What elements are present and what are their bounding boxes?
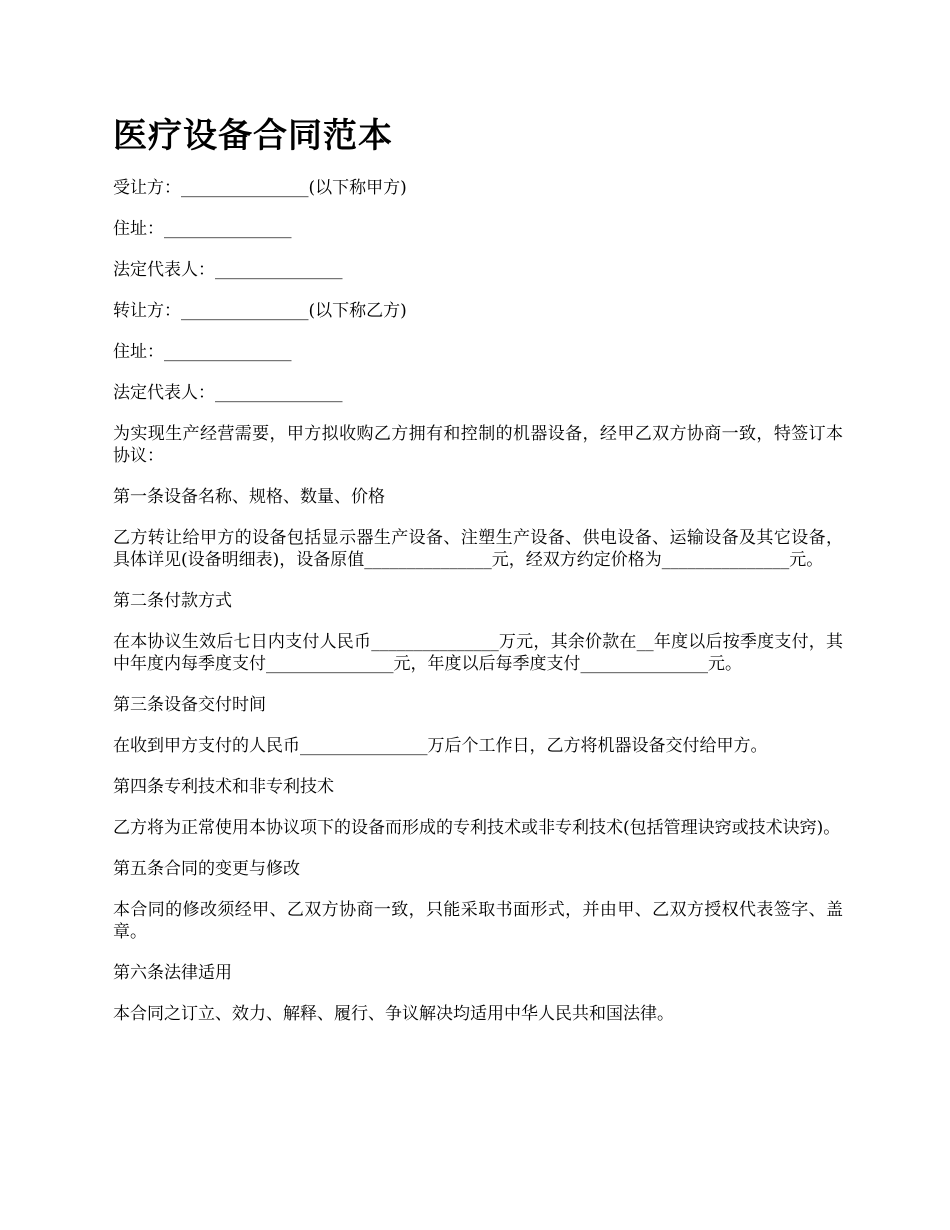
article-4-body: 乙方将为正常使用本协议项下的设备而形成的专利技术或非专利技术(包括管理诀窍或技术诀窍)。 <box>113 818 841 838</box>
article-2-heading: 第二条付款方式 <box>113 591 232 611</box>
article-3-heading: 第三条设备交付时间 <box>113 695 266 715</box>
preamble-paragraph: 为实现生产经营需要，甲方拟收购乙方拥有和控制的机器设备，经甲乙双方协商一致，特签订本协议： <box>113 424 843 466</box>
article-3-body: 在收到甲方支付的人民币_______________万后个工作日，乙方将机器设备交付给甲方。 <box>113 736 768 756</box>
party-b-name-line: 转让方：_______________(以下称乙方) <box>113 301 407 321</box>
article-4-heading: 第四条专利技术和非专利技术 <box>113 777 334 797</box>
article-6-heading: 第六条法律适用 <box>113 963 232 983</box>
party-a-representative-line: 法定代表人：_______________ <box>113 260 343 280</box>
document-page <box>113 112 843 1044</box>
party-a-address-line: 住址：_______________ <box>113 219 292 239</box>
party-b-address-line: 住址：_______________ <box>113 342 292 362</box>
party-b-representative-line: 法定代表人：_______________ <box>113 383 343 403</box>
party-a-name-line: 受让方：_______________(以下称甲方) <box>113 178 407 198</box>
article-1-body: 乙方转让给甲方的设备包括显示器生产设备、注塑生产设备、供电设备、运输设备及其它设备，具体详见(设备明细表)，设备原值_______________元，经双方约定价格为_______________元。 <box>113 528 843 570</box>
article-6-body: 本合同之订立、效力、解释、履行、争议解决均适用中华人民共和国法律。 <box>113 1004 674 1024</box>
article-5-body: 本合同的修改须经甲、乙双方协商一致，只能采取书面形式，并由甲、乙双方授权代表签字、盖章。 <box>113 900 843 942</box>
article-2-body: 在本协议生效后七日内支付人民币_______________万元，其余价款在__年度以后按季度支付，其中年度内每季度支付_______________元，年度以后每季度支付_______________元。 <box>113 632 843 674</box>
article-5-heading: 第五条合同的变更与修改 <box>113 859 300 879</box>
document-title: 医疗设备合同范本 <box>113 116 393 156</box>
article-1-heading: 第一条设备名称、规格、数量、价格 <box>113 487 385 507</box>
